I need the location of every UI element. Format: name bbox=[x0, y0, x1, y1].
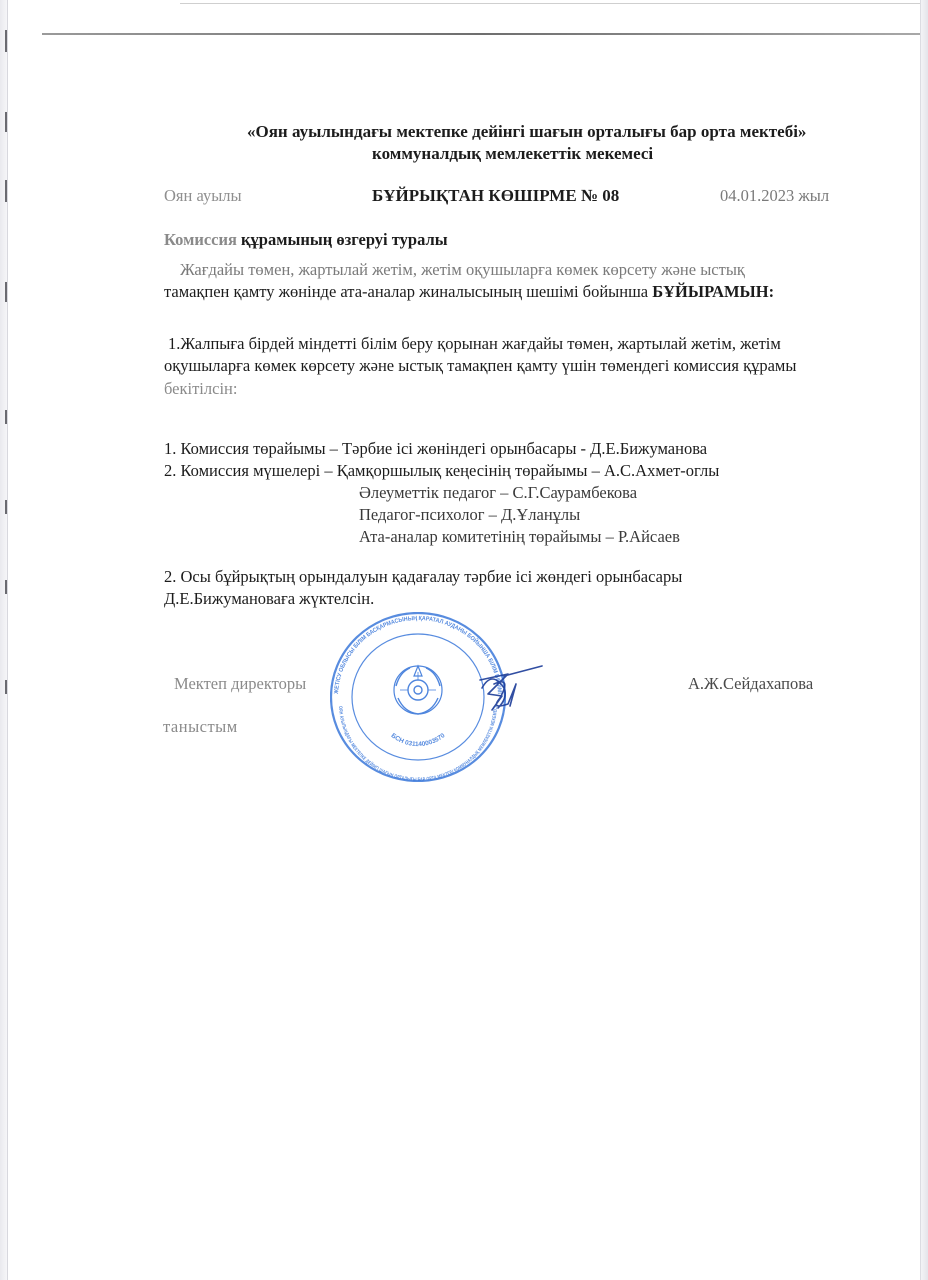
institution-name-line1: «Оян ауылындағы мектепке дейінгі шағын орталығы бар орта мектебі» bbox=[247, 122, 807, 141]
preamble-line1 bbox=[180, 259, 745, 280]
acquainted-label: таныстым bbox=[163, 717, 238, 736]
member-board-chair: 2. Комиссия мүшелері – Қамқоршылық кеңесінің төрайымы – А.С.Ахмет-оглы bbox=[164, 461, 720, 480]
top-rule-thin bbox=[180, 3, 920, 4]
emblem-icon bbox=[394, 666, 442, 714]
item1-line3: бекітілсін: bbox=[164, 379, 238, 398]
member-psychologist: Педагог-психолог – Д.Ұланұлы bbox=[359, 505, 581, 524]
item1-line2: оқушыларға көмек көрсету және ыстық тамақпен қамту үшін төмендегі комиссия құрамы bbox=[164, 356, 797, 375]
stamp-inner-ring bbox=[352, 634, 484, 760]
edge-mark bbox=[5, 180, 7, 202]
preamble-order-word: БҰЙЫРАМЫН: bbox=[652, 282, 775, 301]
stamp-inner-text: ОЯН АУЫЛЫНДАҒЫ МЕКТЕПКЕ ДЕЙІНГІ ШАҒЫН ОРТАЛЫҒЫ БАР ОРТА МЕКТЕБІ КОММУНАЛДЫҚ МЕМЛЕКЕТТІК МЕКЕМЕСІ bbox=[337, 705, 499, 782]
page-right-edge bbox=[920, 0, 928, 1280]
order-date: 04.01.2023 жыл bbox=[720, 186, 830, 205]
item2-line1: 2. Осы бұйрықтың орындалуын қадағалау тәрбие ісі жөндегі орынбасары bbox=[164, 567, 683, 586]
member-parent-committee: Ата-аналар комитетінің төрайымы – Р.Айсаев bbox=[359, 527, 680, 546]
edge-mark bbox=[5, 580, 7, 594]
village-name: Оян ауылы bbox=[164, 186, 242, 205]
member-social-pedagogue: Әлеуметтік педагог – С.Г.Саурамбекова bbox=[359, 483, 638, 502]
edge-mark bbox=[5, 30, 7, 52]
institution-name-line2: коммуналдық мемлекеттік мекемесі bbox=[372, 144, 654, 163]
edge-mark bbox=[5, 112, 7, 132]
director-signature bbox=[470, 650, 620, 760]
order-title: БҰЙРЫҚТАН КӨШІРМЕ № 08 bbox=[372, 186, 620, 205]
top-rule bbox=[42, 33, 920, 35]
stamp-bin: БСН 031140003570 bbox=[389, 732, 447, 749]
item2-line2: Д.Е.Бижумановаға жүктелсін. bbox=[164, 589, 375, 608]
preamble-line1-text: Жағдайы төмен, жартылай жетім, жетім оқушыларға көмек көрсету және ыстық bbox=[180, 260, 745, 279]
preamble-line2-text: тамақпен қамту жөнінде ата-аналар жиналысының шешімі бойынша bbox=[164, 282, 653, 301]
member-chair: 1. Комиссия төрайымы – Тәрбие ісі жөніндегі орынбасары - Д.Е.Бижуманова bbox=[164, 439, 708, 458]
edge-mark bbox=[5, 680, 7, 694]
stamp-outer-text: ЖЕТІСУ ОБЛЫСЫ БІЛІМ БАСҚАРМАСЫНЫҢ ҚАРАТАЛ АУДАНЫ БОЙЫНША БІЛІМ БӨЛІМІ bbox=[334, 615, 502, 695]
edge-mark bbox=[5, 410, 7, 424]
subject-word-commission: Комиссия bbox=[164, 230, 237, 249]
edge-mark bbox=[5, 500, 7, 514]
order-subject bbox=[164, 229, 448, 250]
item1-line1: 1.Жалпыға бірдей міндетті білім беру қорынан жағдайы төмен, жартылай жетім, жетім bbox=[168, 334, 781, 353]
preamble-line2 bbox=[164, 281, 774, 302]
subject-rest: құрамының өзгеруі туралы bbox=[236, 230, 448, 249]
director-label: Мектеп директоры bbox=[174, 674, 307, 693]
director-name: А.Ж.Сейдахапова bbox=[688, 674, 814, 693]
page-left-edge bbox=[0, 0, 8, 1280]
edge-mark bbox=[5, 282, 7, 302]
